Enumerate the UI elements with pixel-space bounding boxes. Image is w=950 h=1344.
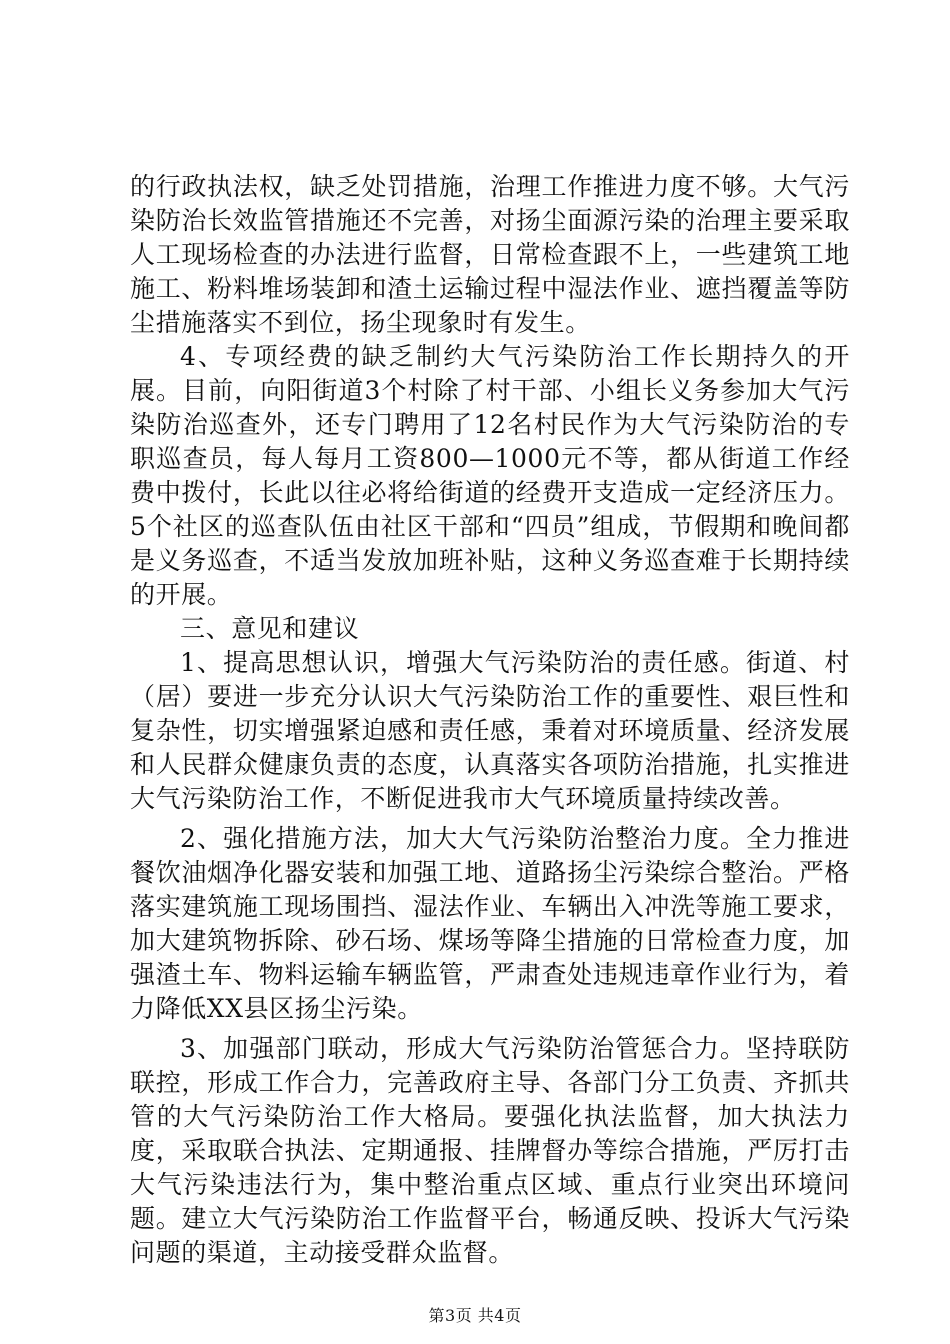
document-body <box>130 170 850 1270</box>
page-footer: 第3页 共4页 <box>428 1306 522 1325</box>
paragraph-continuation: 的行政执法权，缺乏处罚措施，治理工作推进力度不够。大气污染防治长效监管措施还不完善，对扬尘面源污染的治理主要采取人工现场检查的办法进行监督，日常检查跟不上，一些建筑工地施工、粉料堆场装卸和渣土运输过程中湿法作业、遮挡覆盖等防尘措施落实不到位，扬尘现象时有发生。 <box>130 172 850 337</box>
paragraph-suggestion-2: 2、强化措施方法，加大大气污染防治整治力度。全力推进餐饮油烟净化器安装和加强工地、道路扬尘污染综合整治。严格落实建筑施工现场围挡、湿法作业、车辆出入冲洗等施工要求，加大建筑物拆除、砂石场、煤场等降尘措施的日常检查力度，加强渣土车、物料运输车辆监管，严肃查处违规违章作业行为，着力降低XX县区扬尘污染。 <box>130 824 850 1023</box>
paragraph-suggestion-1: 1、提高思想认识，增强大气污染防治的责任感。街道、村（居）要进一步充分认识大气污染防治工作的重要性、艰巨性和复杂性，切实增强紧迫感和责任感，秉着对环境质量、经济发展和人民群众健康负责的态度，认真落实各项防治措施，扎实推进大气污染防治工作，不断促进我市大气环境质量持续改善。 <box>130 648 850 813</box>
paragraph-suggestion-3: 3、加强部门联动，形成大气污染防治管惩合力。坚持联防联控，形成工作合力，完善政府主导、各部门分工负责、齐抓共管的大气污染防治工作大格局。要强化执法监督，加大执法力度，采取联合执法、定期通报、挂牌督办等综合措施，严厉打击大气污染违法行为，集中整治重点区域、重点行业突出环境问题。建立大气污染防治工作监督平台，畅通反映、投诉大气污染问题的渠道，主动接受群众监督。 <box>130 1034 850 1267</box>
section-heading: 三、意见和建议 <box>180 614 360 643</box>
paragraph-item-4: 4、专项经费的缺乏制约大气污染防治工作长期持久的开展。目前，向阳街道3个村除了村干部、小组长义务参加大气污染防治巡查外，还专门聘用了12名村民作为大气污染防治的专职巡查员，每人每月工资800—1000元不等，都从街道工作经费中拨付，长此以往必将给街道的经费开支造成一定经济压力。5个社区的巡查队伍由社区干部和“四员”组成，节假期和晚间都是义务巡查，不适当发放加班补贴，这种义务巡查难于长期持续的开展。 <box>130 342 850 609</box>
